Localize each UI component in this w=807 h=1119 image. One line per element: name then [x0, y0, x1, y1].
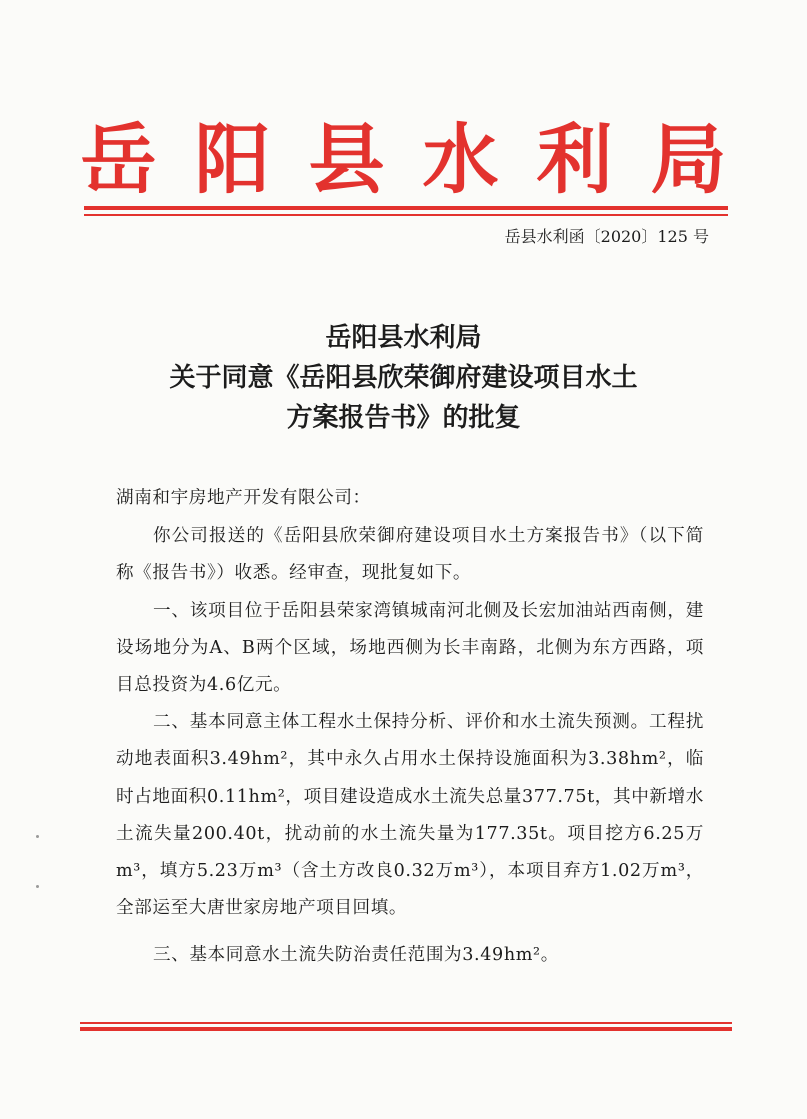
body-paragraph: 一、该项目位于岳阳县荣家湾镇城南河北侧及长宏加油站西南侧，建设场地分为A、B两个区域，场地西侧为长丰南路，北侧为东方西路，项目总投资为4.6亿元。 [116, 600, 704, 696]
title-line-1: 岳阳县水利局 [325, 323, 482, 353]
binding-hole-mark [36, 835, 39, 838]
salutation: 湖南和宇房地产开发有限公司： [116, 488, 371, 508]
body-paragraph: 你公司报送的《岳阳县欣荣御府建设项目水土方案报告书》（以下简称《报告书》）收悉。经审查，现批复如下。 [116, 526, 704, 584]
body-paragraph: 二、基本同意主体工程水土保持分析、评价和水土流失预测。工程扰动地表面积3.49hm²，其中永久占用水土保持设施面积为3.38hm²，临时占地面积0.11hm²，项目建设造成水土流失总量377.75t，其中新增水土流失量200.40t，扰动前的水土流失量为177.35t。项目挖方6.25万m³，填方5.23万m³（含土方改良0.32万m³），本项目弃方1.02万m³，全部运至大唐世家房地产项目回填。 [116, 712, 704, 919]
binding-hole-mark [36, 885, 39, 888]
letterhead-rule-thick [84, 206, 728, 210]
agency-letterhead: 岳阳县水利局 [80, 115, 765, 204]
body-paragraph: 三、基本同意水土流失防治责任范围为3.49hm²。 [152, 945, 559, 966]
document-body [116, 480, 704, 975]
title-line-3: 方案报告书》的批复 [286, 403, 521, 433]
footer-rule-thick [80, 1027, 732, 1031]
letterhead-rule-thin [84, 214, 728, 216]
document-number: 岳县水利函〔2020〕125 号 [504, 227, 709, 246]
document-title [70, 318, 737, 438]
title-line-2: 关于同意《岳阳县欣荣御府建设项目水土 [169, 363, 638, 393]
footer-rule-thin [80, 1022, 732, 1024]
